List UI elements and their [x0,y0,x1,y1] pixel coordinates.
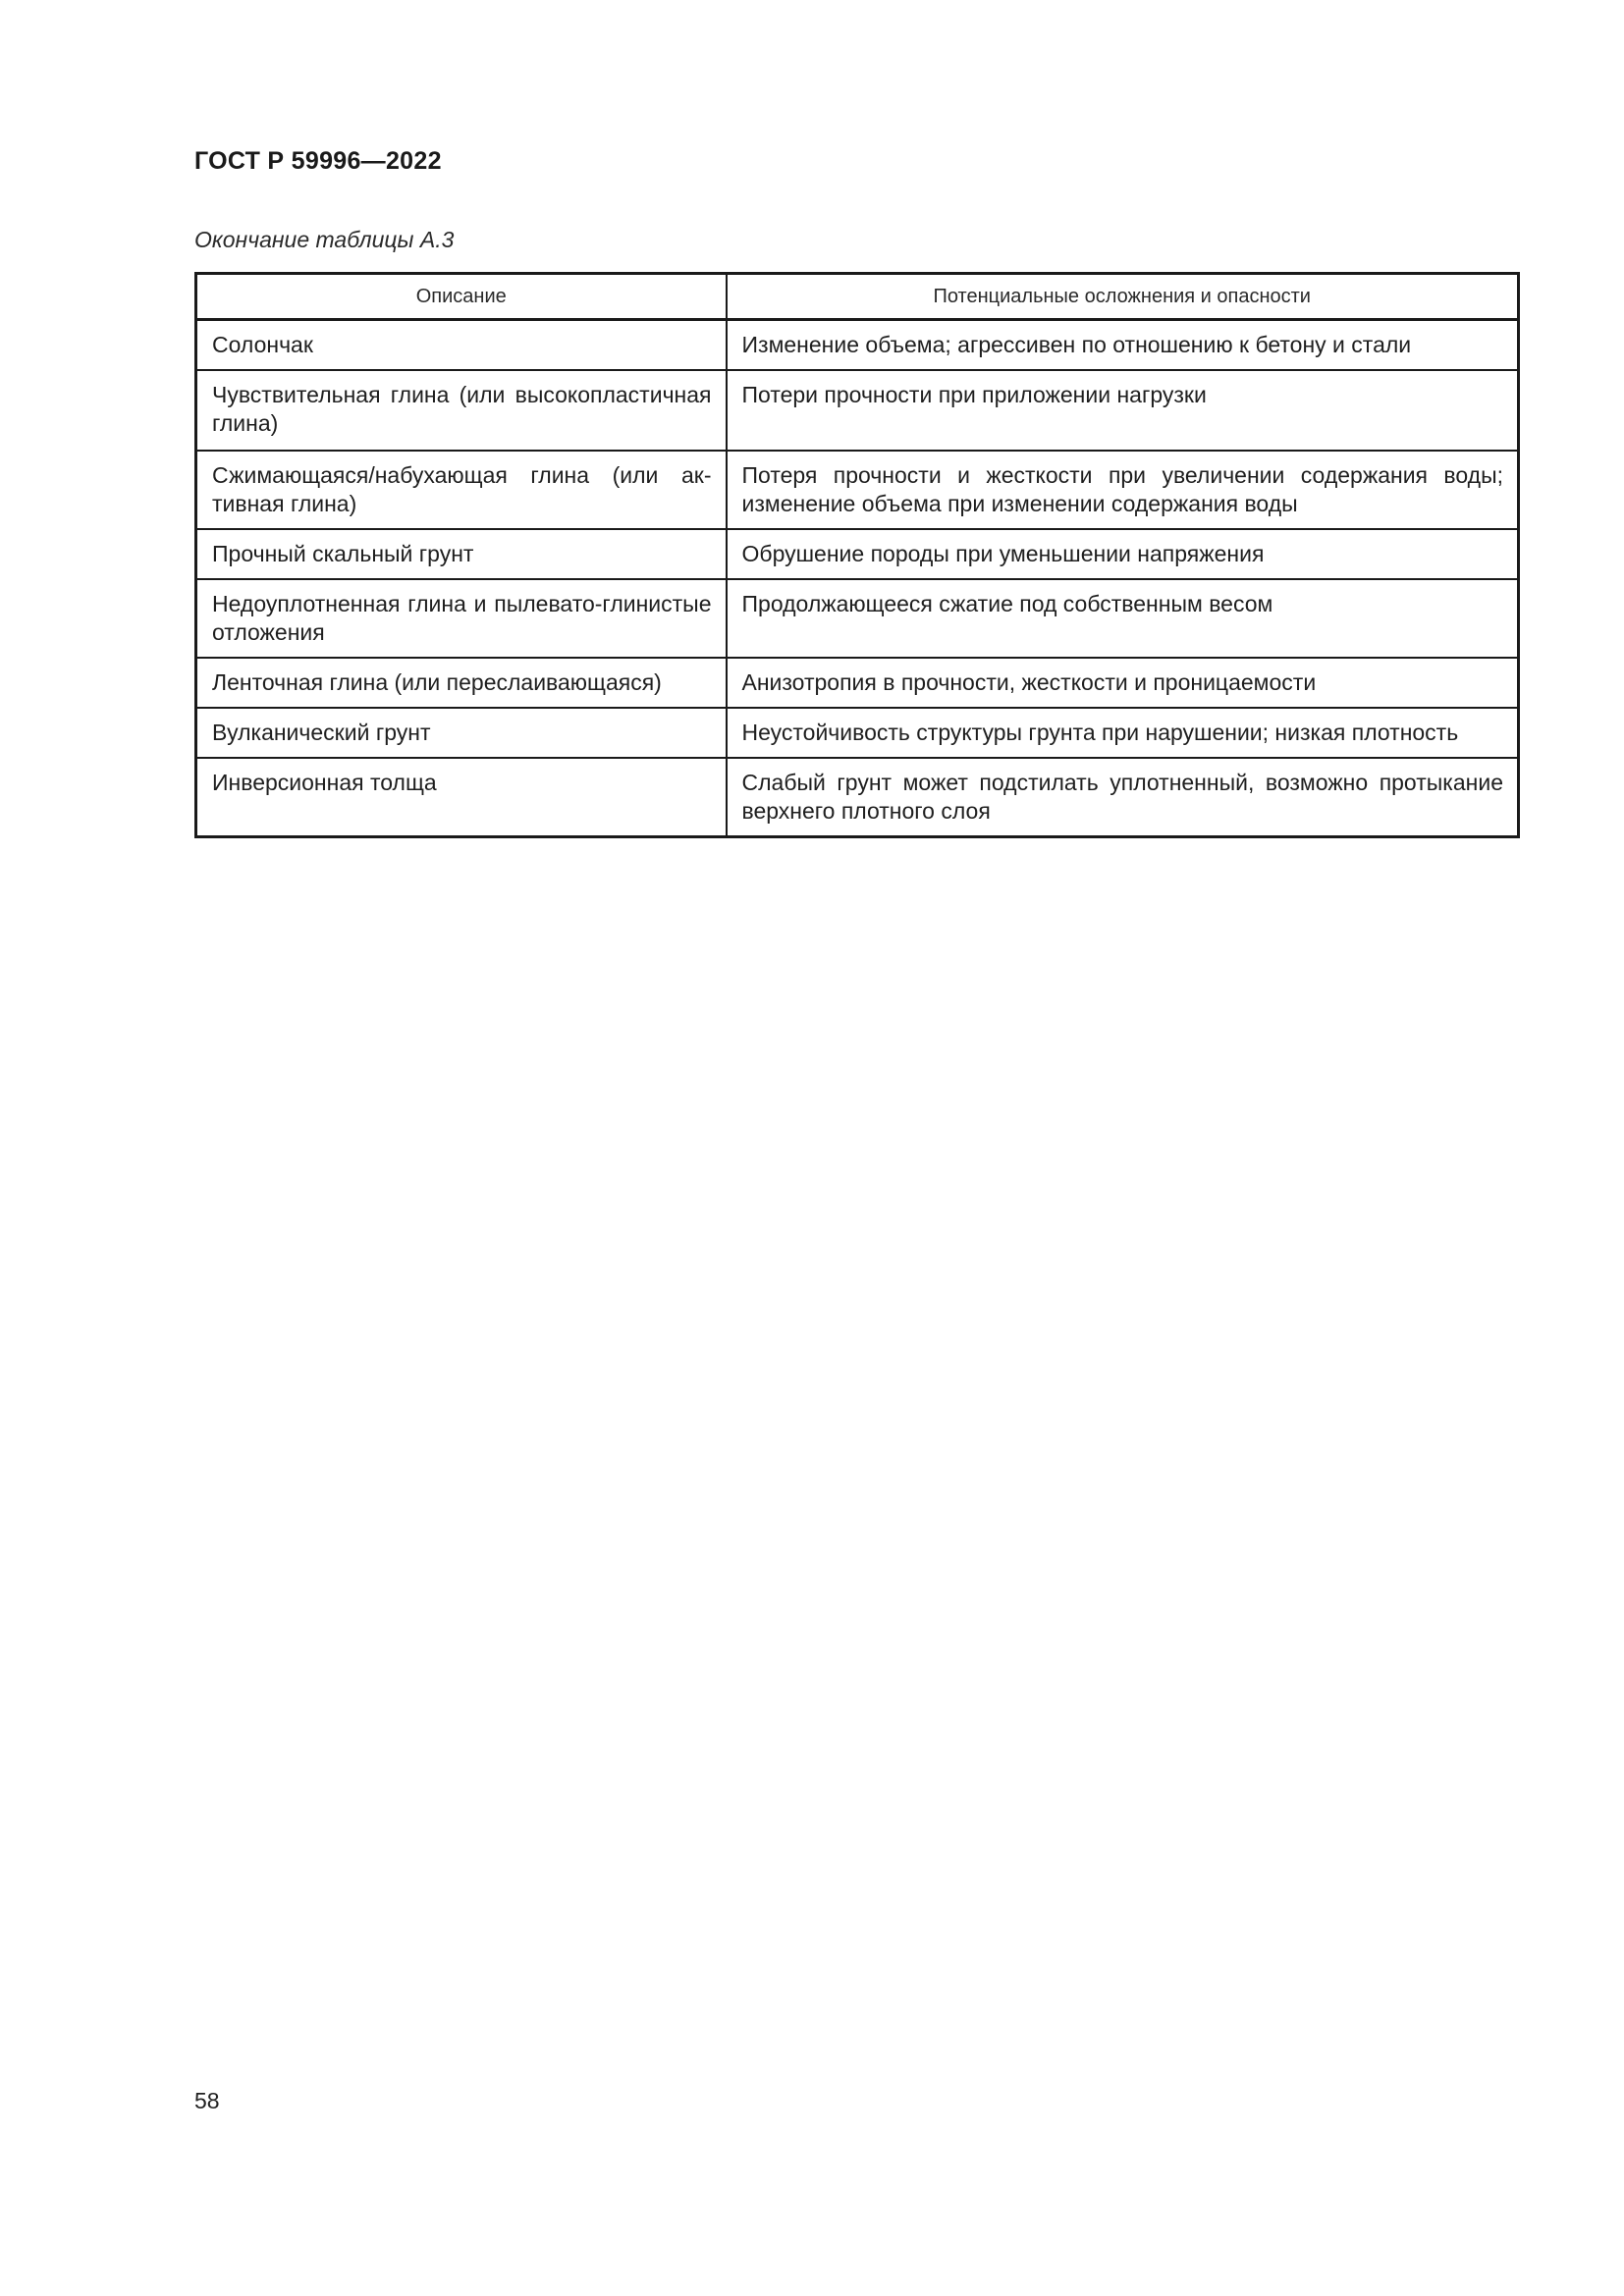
cell-hazards: Продолжающееся сжатие под собственным весом [727,579,1519,658]
cell-description: Прочный скальный грунт [196,529,727,579]
cell-hazards: Анизотропия в прочности, жесткости и проницаемости [727,658,1519,708]
cell-hazards: Слабый грунт может подстилать уплотненный, возможно протыкание верхнего плотного слоя [727,758,1519,837]
table-header-row [196,274,1519,320]
cell-description: Недоуплотненная глина и пылевато-глинистые отложения [196,579,727,658]
cell-description: Солончак [196,320,727,371]
cell-hazards: Потери прочности при приложении нагрузки [727,370,1519,451]
table-row [196,370,1519,451]
cell-hazards: Изменение объема; агрессивен по отношению к бетону и стали [727,320,1519,371]
table-row [196,658,1519,708]
cell-description: Инверсионная толща [196,758,727,837]
cell-hazards: Потеря прочности и жесткости при увеличении содержания воды; изменение объема при изменении содержания воды [727,451,1519,529]
table-row [196,758,1519,837]
page-number: 58 [194,2088,220,2113]
cell-hazards: Неустойчивость структуры грунта при нарушении; низкая плотность [727,708,1519,758]
cell-hazards: Обрушение породы при уменьшении напряжения [727,529,1519,579]
document-header: ГОСТ Р 59996—2022 [194,147,442,175]
table-row [196,579,1519,658]
column-header-hazards: Потенциальные осложнения и опасности [727,274,1519,320]
hazards-table [194,272,1520,838]
table-row [196,708,1519,758]
table-caption: Окончание таблицы А.3 [194,227,455,252]
column-header-description: Описание [196,274,727,320]
table-row [196,320,1519,371]
cell-description: Вулканический грунт [196,708,727,758]
cell-description: Чувствительная глина (или высокопластичная глина) [196,370,727,451]
table-row [196,451,1519,529]
cell-description: Сжимающаяся/набухающая глина (или активная глина) [196,451,727,529]
table-row [196,529,1519,579]
cell-description: Ленточная глина (или переслаивающаяся) [196,658,727,708]
